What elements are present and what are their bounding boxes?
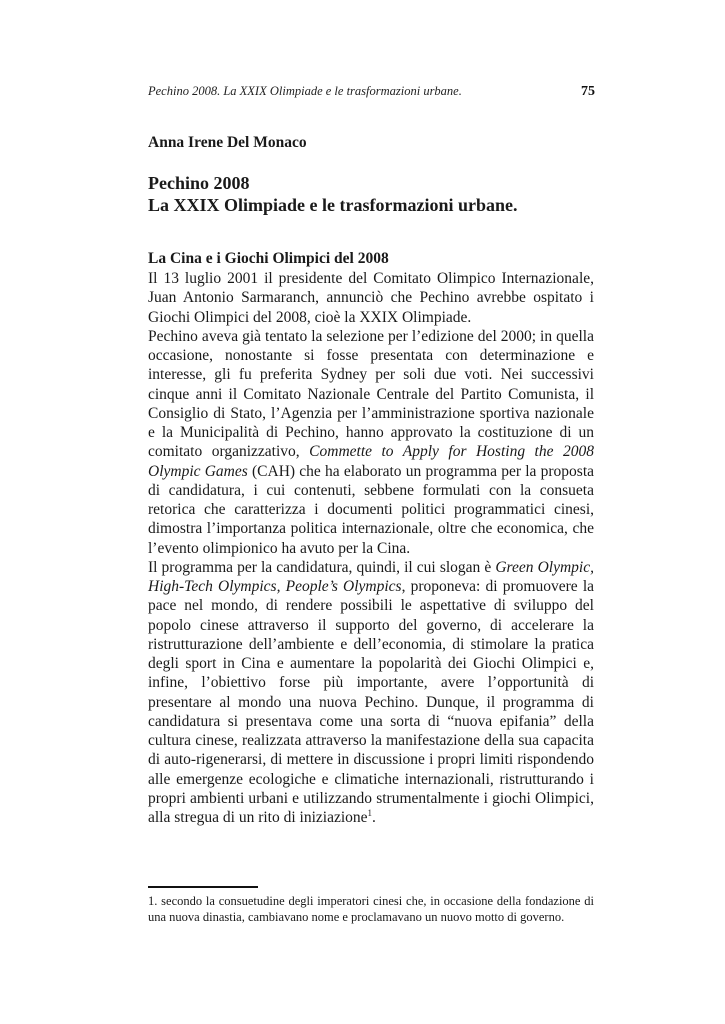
footnote: 1. secondo la consuetudine degli imperatori cinesi che, in occasione della fondazione di una nuova dinastia, cambiavano nome e proclamavano un nuovo motto di governo. <box>148 894 594 924</box>
paragraph-3-text-b: , proponeva: di promuovere la pace nel mondo, di rendere possibili le aspettative di sviluppo del popolo cinese attraverso il supporto del governo, di accelerare la ristrutturazione dell’ambiente e dell’economia, di stimolare la pratica degli sport in Cina e aumentare la popolarità dei Giochi Olimpici e, infine, l’obiettivo forse più importante, avere l’opportunità di presentare al mondo una nuova Pechino. Dunque, il programma di candidatura si presentava come una sorta di “nuova epifania” della cultura cinese, realizzata attraverso la manifestazione della sua capacita di auto-rigenerarsi, di mettere in discussione i propri limiti rispondendo alle emergenze ecologiche e climatiche internazionali, ristrutturando i propri ambienti urbani e utilizzando strumentalmente i giochi Olimpici, alla stregua di un rito di iniziazione <box>148 578 594 826</box>
paragraph-2-text-b: (CAH) che ha elaborato un programma per la proposta di candidatura, i cui contenuti, sebbene formulati con la consueta retorica che caratterizza i documenti politici programmatici cinesi, dimostra l’importanza politica internazionale, oltre che economica, che l’evento olimpionico ha avuto per la Cina. <box>148 462 595 557</box>
footnote-reference[interactable]: 1 <box>367 807 373 818</box>
article-title-line-2: La XXIX Olimpiade e le trasformazioni urbane. <box>148 195 518 215</box>
paragraph-3-text-a: Il programma per la candidatura, quindi, il cui slogan è <box>148 558 496 576</box>
paragraph-3 <box>148 558 594 828</box>
article-title <box>148 172 517 216</box>
running-header: Pechino 2008. La XXIX Olimpiade e le trasformazioni urbane. <box>148 84 462 98</box>
section-heading: La Cina e i Giochi Olimpici del 2008 <box>148 250 389 267</box>
paragraph-2 <box>148 327 594 558</box>
paragraph-2-italic: Commette to Apply for Hosting the 2008 Olympic Games <box>148 443 594 480</box>
paragraph-3-end: . <box>372 809 376 826</box>
page-number: 75 <box>581 84 595 99</box>
paragraph-1: Il 13 luglio 2001 il presidente del Comitato Olimpico Internazionale, Juan Antonio Sarmaranch, annunciò che Pechino avrebbe ospitato i Giochi Olimpici del 2008, cioè la XXIX Olimpiade. <box>148 270 594 326</box>
author-name: Anna Irene Del Monaco <box>148 134 307 151</box>
body-text <box>148 269 594 827</box>
paragraph-3-italic-slogan: Green Olympic, High-Tech Olympics, People’s Olympics <box>148 558 594 595</box>
footnote-divider <box>148 886 258 888</box>
article-title-line-1: Pechino 2008 <box>148 173 250 193</box>
paragraph-2-text-a: Pechino aveva già tentato la selezione per l’edizione del 2000; in quella occasione, nonostante si fosse presentata con determinazione e interesse, gli fu preferita Sydney per soli due voti. Nei successivi cinque anni il Comitato Nazionale Centrale del Partito Comunista, il Consiglio di Stato, l’Agenzia per l’amministrazione sportiva nazionale e la Municipalità di Pechino, hanno approvato la costituzione di un comitato organizzativo, <box>148 327 594 461</box>
